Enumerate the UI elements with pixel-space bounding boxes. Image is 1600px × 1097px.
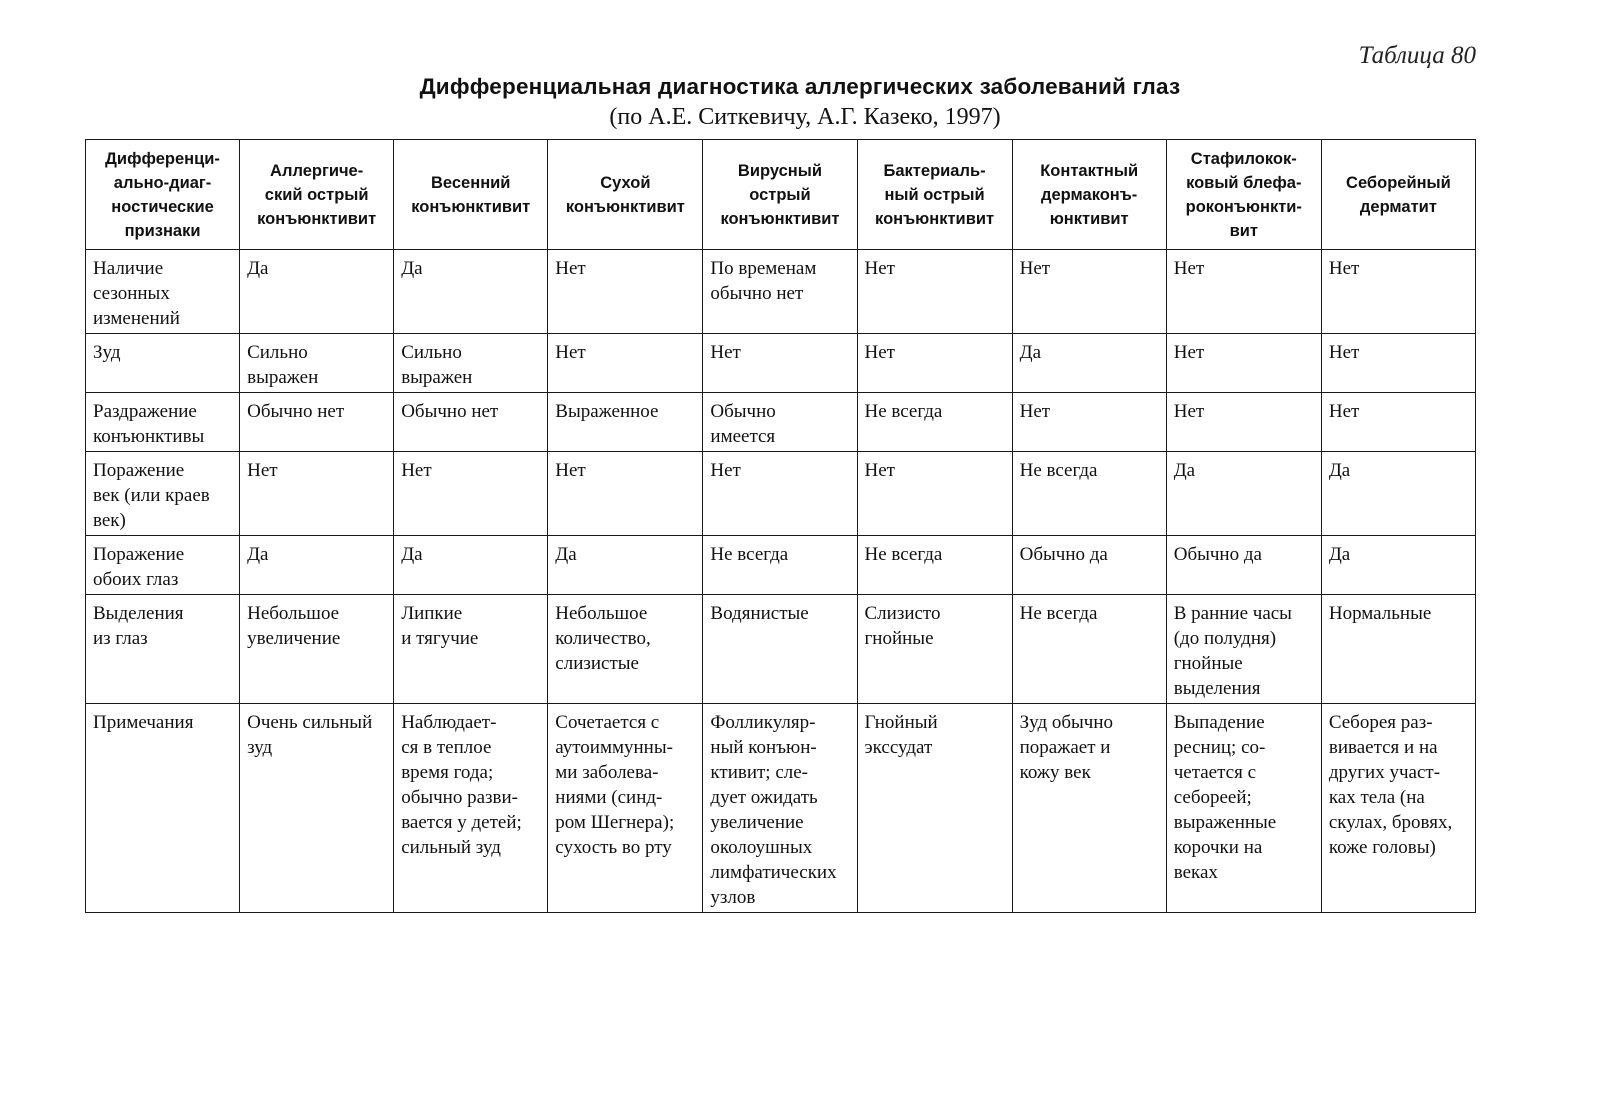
header-cell-bacterial-acute: Бактериаль- ный острый конъюнктивит bbox=[857, 140, 1012, 250]
header-row bbox=[86, 140, 1476, 250]
table-cell: Нет bbox=[857, 250, 1012, 334]
table-cell: В ранние часы (до полудня) гнойные выделения bbox=[1166, 595, 1321, 704]
table-cell: Сильно выражен bbox=[240, 334, 394, 393]
table-cell: Водянистые bbox=[703, 595, 857, 704]
table-cell: Небольшое количество, слизистые bbox=[548, 595, 703, 704]
table-cell: Нет bbox=[1166, 334, 1321, 393]
table-row bbox=[86, 334, 1476, 393]
table-cell: Не всегда bbox=[703, 536, 857, 595]
table-cell: Обычно нет bbox=[394, 393, 548, 452]
table-cell: Себорея раз- вивается и на других участ- ках тела (на скулах, бровях, коже головы) bbox=[1321, 704, 1475, 913]
table-cell: Нет bbox=[1166, 250, 1321, 334]
table-cell: Обычно да bbox=[1012, 536, 1166, 595]
row-criterion-cell: Поражение век (или краев век) bbox=[86, 452, 240, 536]
table-cell: Нет bbox=[1321, 393, 1475, 452]
table-cell: Нет bbox=[1012, 393, 1166, 452]
table-cell: Выпадение ресниц; со- четается с себореей; выраженные корочки на веках bbox=[1166, 704, 1321, 913]
table-cell: Обычно имеется bbox=[703, 393, 857, 452]
table-cell: Очень сильный зуд bbox=[240, 704, 394, 913]
table-cell: Да bbox=[240, 536, 394, 595]
table-cell: Да bbox=[1321, 536, 1475, 595]
table-cell: Да bbox=[240, 250, 394, 334]
table-cell: Да bbox=[394, 536, 548, 595]
table-cell: Фолликуляр- ный конъюн- ктивит; сле- дует ожидать увеличение околоушных лимфатических узлов bbox=[703, 704, 857, 913]
table-cell: Нет bbox=[703, 452, 857, 536]
table-cell: Гнойный экссудат bbox=[857, 704, 1012, 913]
table-row bbox=[86, 704, 1476, 913]
table-cell: Нет bbox=[548, 250, 703, 334]
table-cell: Да bbox=[394, 250, 548, 334]
table-cell: Нет bbox=[240, 452, 394, 536]
table-cell: Не всегда bbox=[857, 393, 1012, 452]
header-cell-dry: Сухой конъюнктивит bbox=[548, 140, 703, 250]
table-subtitle: (по А.Е. Ситкевичу, А.Г. Казеко, 1997) bbox=[609, 104, 1001, 130]
table-cell: Нет bbox=[1321, 250, 1475, 334]
table-cell: Сочетается с аутоиммунны- ми заболева- ниями (синд- ром Шегнера); сухость во рту bbox=[548, 704, 703, 913]
table-row bbox=[86, 452, 1476, 536]
table-cell: Нормальные bbox=[1321, 595, 1475, 704]
row-criterion-cell: Наличие сезонных изменений bbox=[86, 250, 240, 334]
table-cell: Не всегда bbox=[857, 536, 1012, 595]
table-row bbox=[86, 250, 1476, 334]
table-cell: Зуд обычно поражает и кожу век bbox=[1012, 704, 1166, 913]
table-cell: Наблюдает- ся в теплое время года; обычно разви- вается у детей; сильный зуд bbox=[394, 704, 548, 913]
table-row bbox=[86, 536, 1476, 595]
table-cell: Нет bbox=[857, 334, 1012, 393]
table-cell: Нет bbox=[703, 334, 857, 393]
row-criterion-cell: Раздражение конъюнктивы bbox=[86, 393, 240, 452]
table-title: Дифференциальная диагностика аллергических заболеваний глаз bbox=[419, 74, 1181, 99]
table-cell: Не всегда bbox=[1012, 595, 1166, 704]
table-cell: Нет bbox=[857, 452, 1012, 536]
table-cell: Липкие и тягучие bbox=[394, 595, 548, 704]
table-cell: Небольшое увеличение bbox=[240, 595, 394, 704]
row-criterion-cell: Выделения из глаз bbox=[86, 595, 240, 704]
table-cell: Обычно да bbox=[1166, 536, 1321, 595]
table-cell: Нет bbox=[548, 452, 703, 536]
header-cell-seborrheic: Себорейный дерматит bbox=[1321, 140, 1475, 250]
header-cell-viral-acute: Вирусный острый конъюнктивит bbox=[703, 140, 857, 250]
header-cell-criteria: Дифференци- ально-диаг- ностические признаки bbox=[86, 140, 240, 250]
table-cell: Не всегда bbox=[1012, 452, 1166, 536]
header-cell-contact-dermato: Контактный дермаконъ- юнктивит bbox=[1012, 140, 1166, 250]
table-cell: Обычно нет bbox=[240, 393, 394, 452]
table-row bbox=[86, 393, 1476, 452]
header-cell-vernal: Весенний конъюнктивит bbox=[394, 140, 548, 250]
table-cell: Нет bbox=[1321, 334, 1475, 393]
table-cell: Нет bbox=[548, 334, 703, 393]
table-cell: Да bbox=[1321, 452, 1475, 536]
row-criterion-cell: Примечания bbox=[86, 704, 240, 913]
table-cell: Нет bbox=[1012, 250, 1166, 334]
table-cell: Да bbox=[548, 536, 703, 595]
table-cell: Сильно выражен bbox=[394, 334, 548, 393]
differential-diagnosis-table bbox=[85, 139, 1476, 913]
table-cell: Да bbox=[1012, 334, 1166, 393]
row-criterion-cell: Поражение обоих глаз bbox=[86, 536, 240, 595]
header-cell-allergic-acute: Аллергиче- ский острый конъюнктивит bbox=[240, 140, 394, 250]
table-cell: Слизисто гнойные bbox=[857, 595, 1012, 704]
table-cell: Нет bbox=[394, 452, 548, 536]
table-cell: Нет bbox=[1166, 393, 1321, 452]
table-cell: По временам обычно нет bbox=[703, 250, 857, 334]
row-criterion-cell: Зуд bbox=[86, 334, 240, 393]
table-number-label: Таблица 80 bbox=[1358, 42, 1476, 69]
table-cell: Да bbox=[1166, 452, 1321, 536]
header-cell-staphylococcal: Стафилокок- ковый блефа- роконъюнкти- вит bbox=[1166, 140, 1321, 250]
table-cell: Выраженное bbox=[548, 393, 703, 452]
table-row bbox=[86, 595, 1476, 704]
